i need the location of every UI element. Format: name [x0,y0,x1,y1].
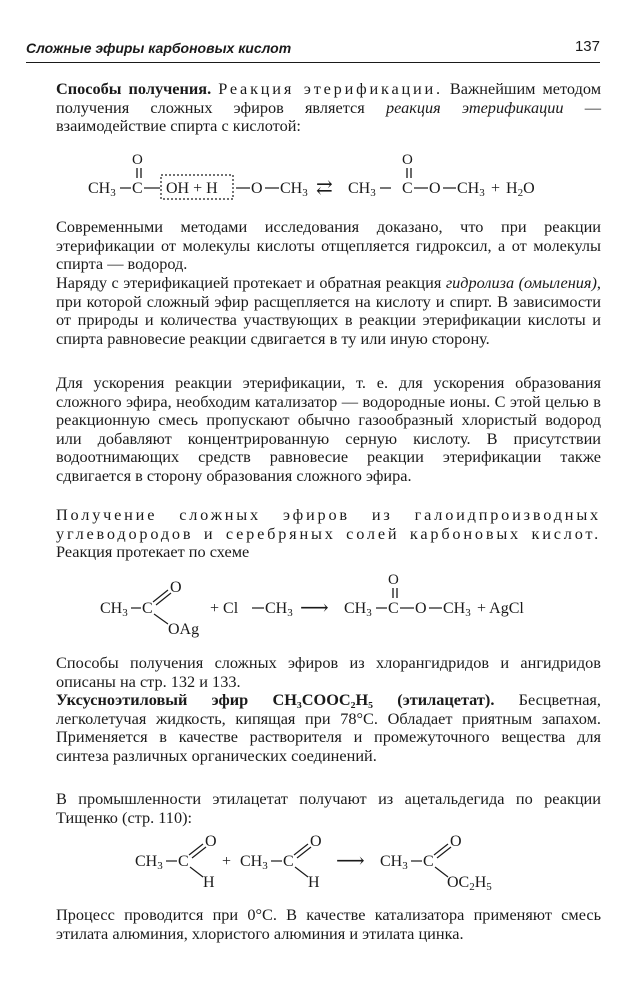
plus-agcl: + AgCl [477,600,524,617]
section-methods-intro [56,80,601,136]
oag-group: OAg [168,621,200,638]
water: H2O [506,180,535,199]
ch3-product: CH3 [348,180,376,199]
h-aldehyde-1: H [203,874,215,891]
hydrolysis-text-a: Наряду с этерификацией протекает и обратная реакция [56,273,446,292]
ch3-ethyl-acetate: CH3 [380,853,408,872]
ether-oxygen-ester-2: O [415,600,427,617]
ch3-methyl-ester-2: CH3 [443,600,471,619]
ch3-ester: CH3 [457,180,485,199]
intro-text-b: — взаимодействие спирта с кислотой: [56,97,601,136]
ethyl-acetate-text: Бесцветная, легколетучая жидкость, кипящая при 78°С. Обладает приятным запахом. Применяется в качестве растворителя и промежуточного вещества для синтеза различных органических соединений. [56,690,601,765]
plus-sign-1: + [491,180,501,197]
reaction-arrow-2: ⟶ [300,597,329,619]
ch3-left: CH3 [88,180,116,199]
carbonyl-oxygen-2: O [402,152,413,168]
paragraph-tishchenko: В промышленности этилацетат получают из ацетальдегида по реакции Тищенко (стр. 110): [56,789,601,827]
subheading-esterification: Реакция этерификации. [218,79,443,98]
silver-salt-equation [0,568,634,648]
carbonyl-oxygen-1: O [132,152,143,168]
ether-oxygen-2: O [429,180,441,197]
ch3-aldehyde-2: CH3 [240,853,268,872]
carbon-ester-2: C [388,600,399,617]
carbonyl-oxygen-ester-2: O [388,572,399,588]
halides-text-b: Реакция протекает по схеме [56,542,250,562]
oh-h-group: OH + H [166,180,218,197]
plus-chloride: + Cl [210,600,239,617]
term-hydrolysis: гидролиза (омыления) [445,273,597,292]
carbon-2: C [402,180,413,197]
carbon-aldehyde-2: C [283,853,294,870]
running-title: Сложные эфиры карбоновых кислот [26,40,292,56]
ethyl-acetate-heading: Уксусноэтиловый эфир CH₃COOC₂H₅ (этилацетат). [56,690,495,709]
ether-oxygen-1: O [251,180,263,197]
hydrolysis-text-b: , при которой сложный эфир расщепляется на кислоту и спирт. В зависимости от природы и количества участвующих в реакции этерификации кислоты и спирта равновесие реакции сдвигается в ту или иную сторону. [56,273,601,348]
tishchenko-equation [0,834,634,902]
oc2h5-group: OC2H5 [447,874,492,893]
carbon-1: C [132,180,143,197]
paragraph-ethyl-acetate [56,691,601,765]
page-number: 137 [574,38,600,55]
carbonyl-oxygen-acid: O [170,579,182,596]
carbon-aldehyde-1: C [178,853,189,870]
oxygen-aldehyde-1: O [205,834,217,850]
term-esterification: реакция этерификации [385,97,564,117]
paragraph-catalyst: Для ускорения реакции этерификации, т. е. для ускорения образования сложного эфира, необходим катализатор — водородные ионы. С этой целью в реакционную смесь пропускают обычно газообразный хлористый водород или добавляют концентрированную серную кислоту. В присутствии водоотнимающих средств равновесие реакции этерификации также сдвигается в сторону образования сложного эфира. [56,373,601,485]
paragraph-chlorides-ref: Способы получения сложных эфиров из хлорангидридов и ангидридов описаны на стр. 132 и 133. [56,653,601,691]
intro-text-a: Важнейшим методом получения сложных эфиров является [56,79,602,117]
h-aldehyde-2: H [308,874,320,891]
section-heading: Способы получения. [56,79,212,98]
equilibrium-arrows: ⇄ [316,177,333,199]
ch3-ester-2: CH3 [344,600,372,619]
carbon-ethyl-acetate: C [423,853,434,870]
ch3-alcohol: CH3 [280,180,308,199]
oxygen-ethyl-acetate: O [450,834,462,850]
carbon-acid: C [142,600,153,617]
paragraph-halides [56,506,601,562]
paragraph-hydrolysis [56,274,601,348]
plus-sign-3: + [222,853,232,870]
reaction-arrow-3: ⟶ [336,850,365,872]
running-header [26,38,600,63]
paragraph-process-conditions: Процесс проводится при 0°С. В качестве катализатора применяют смесь этилата алюминия, хлористого алюминия и этилата цинка. [56,905,601,943]
oxygen-aldehyde-2: O [310,834,322,850]
ch3-aldehyde-1: CH3 [135,853,163,872]
ch3-acid: CH3 [100,600,128,619]
subheading-halides: Получение сложных эфиров из галоидпроизводных углеводородов и серебряных солей карбоновых кислот. [56,505,601,543]
ch3-chloride: CH3 [265,600,293,619]
esterification-equation [0,148,634,208]
paragraph-hydroxyl: Современными методами исследования доказано, что при реакции этерификации от молекулы кислоты отщепляется гидроксил, а от молекулы спирта — водород. [56,217,601,274]
